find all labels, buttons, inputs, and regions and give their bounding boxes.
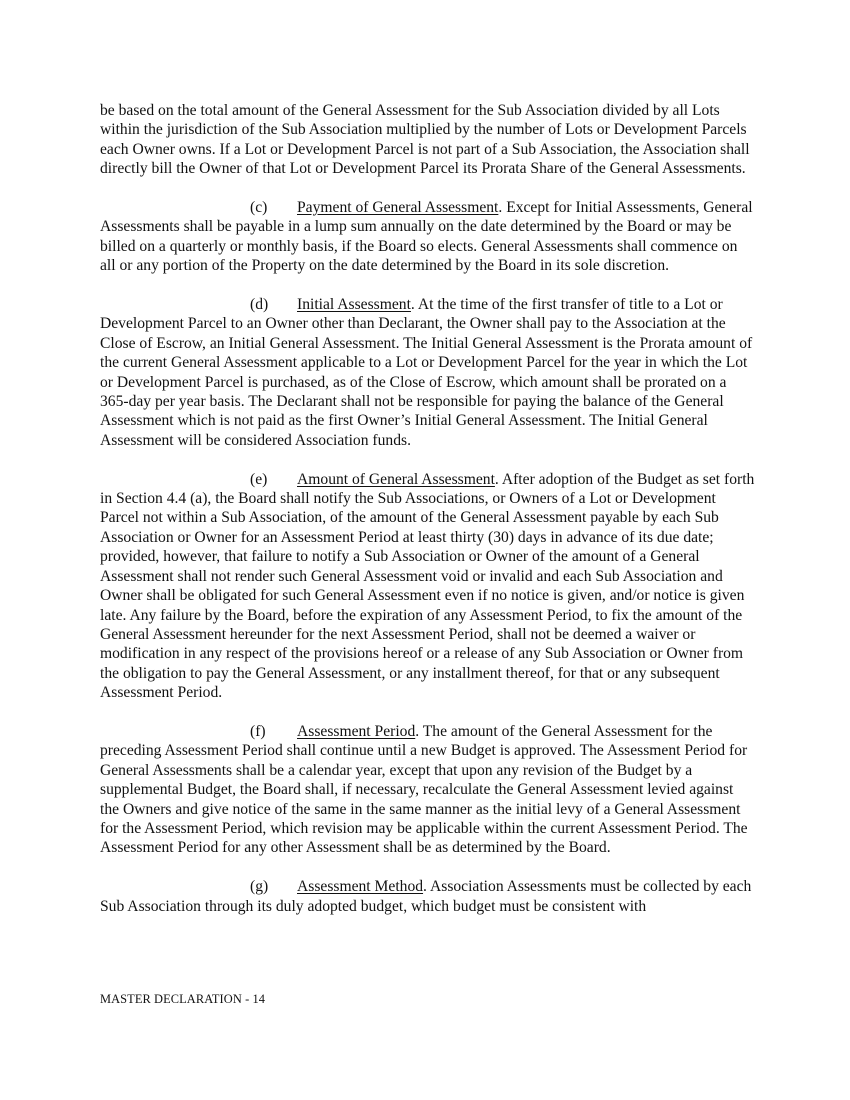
section-g-text: . Association Assessments must be collected by each Sub Association through its duly adopted budget, which budget must be consistent with <box>100 878 752 915</box>
continuation-paragraph: be based on the total amount of the General Assessment for the Sub Association divided by all Lots within the jurisdiction of the Sub Association multiplied by the number of Lots or Development Parcels each Owner owns. If a Lot or Development Parcel is not part of a Sub Association, the Association shall directly bill the Owner of that Lot or Development Parcel its Prorata Share of the General Assessments. <box>100 102 750 178</box>
section-e <box>100 470 755 703</box>
section-f-label: (f) <box>250 722 266 740</box>
section-d <box>100 295 755 450</box>
section-d-heading: Initial Assessment <box>297 296 411 314</box>
section-c <box>100 198 755 276</box>
section-g <box>100 877 755 916</box>
section-e-text: . After adoption of the Budget as set forth in Section 4.4 (a), the Board shall notify the Sub Associations, or Owners of a Lot or Development Parcel not within a Sub Association, of the amount of the General Assessment payable by each Sub Association or Owner for an Assessment Period at least thirty (30) days in advance of its due date; provided, however, that failure to notify a Sub Association or Owner of the amount of a General Assessment shall not render such General Assessment void or invalid and each Sub Association and Owner shall be obligated for such General Assessment even if no notice is given, and/or notice is given late. Any failure by the Board, before the expiration of any Assessment Period, to fix the amount of the General Assessment hereunder for the next Assessment Period, shall not be deemed a waiver or modification in any respect of the provisions hereof or a release of any Sub Association or Owner from the obligation to pay the General Assessment, or any installment thereof, for that or any subsequent Assessment Period. <box>100 470 755 702</box>
section-g-heading: Assessment Method <box>297 878 424 896</box>
section-d-label: (d) <box>250 296 269 314</box>
section-e-label: (e) <box>250 470 268 488</box>
section-c-text: . Except for Initial Assessments, General Assessments shall be payable in a lump sum annually on the date determined by the Board or may be billed on a quarterly or monthly basis, if the Board so elects. General Assessments shall commence on all or any portion of the Property on the date determined by the Board in its sole discretion. <box>100 199 753 275</box>
section-d-text: . At the time of the first transfer of title to a Lot or Development Parcel to an Owner other than Declarant, the Owner shall pay to the Association at the Close of Escrow, an Initial General Assessment. The Initial General Assessment is the Prorata amount of the current General Assessment applicable to a Lot or Development Parcel for the year in which the Lot or Development Parcel is purchased, as of the Close of Escrow, which amount shall be prorated on a 365-day per year basis. The Declarant shall not be responsible for paying the balance of the General Assessment which is not paid as the first Owner’s Initial General Assessment. The Initial General Assessment will be considered Association funds. <box>100 296 753 449</box>
section-f <box>100 722 755 858</box>
document-body <box>100 101 755 916</box>
page-footer: MASTER DECLARATION - 14 <box>100 992 266 1006</box>
section-e-heading: Amount of General Assessment <box>297 470 495 488</box>
section-f-text: . The amount of the General Assessment for the preceding Assessment Period shall continue until a new Budget is approved. The Assessment Period for General Assessments shall be a calendar year, except that upon any revision of the Budget by a supplemental Budget, the Board shall, if necessary, recalculate the General Assessment levied against the Owners and give notice of the same in the same manner as the initial levy of a General Assessment for the Assessment Period, which revision may be applicable within the current Assessment Period. The Assessment Period for any other Assessment shall be as determined by the Board. <box>100 722 748 857</box>
section-c-label: (c) <box>250 199 268 217</box>
section-f-heading: Assessment Period <box>297 722 416 740</box>
section-c-heading: Payment of General Assessment <box>297 199 499 217</box>
section-g-label: (g) <box>250 878 269 896</box>
